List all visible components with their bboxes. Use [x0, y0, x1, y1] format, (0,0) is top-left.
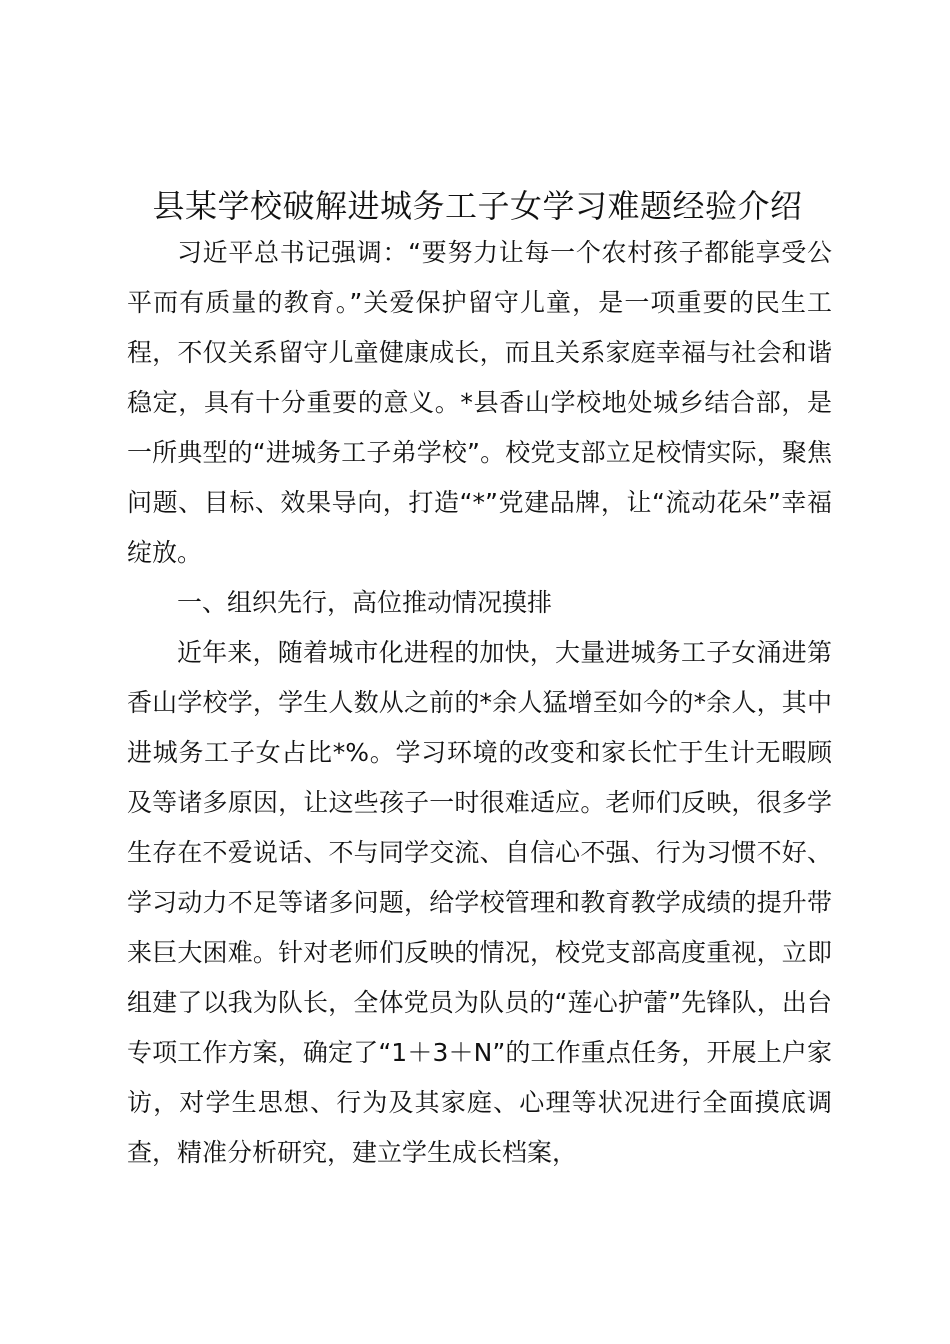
document-body — [127, 228, 832, 1178]
intro-paragraph: 习近平总书记强调：“要努力让每一个农村孩子都能享受公平而有质量的教育。”关爱保护留守儿童，是一项重要的民生工程，不仅关系留守儿童健康成长，而且关系家庭幸福与社会和谐稳定，具有十分重要的意义。*县香山学校地处城乡结合部，是一所典型的“进城务工子弟学校”。校党支部立足校情实际，聚焦问题、目标、效果导向，打造“*”党建品牌，让“流动花朵”幸福绽放。 — [127, 238, 832, 567]
section-paragraph: 近年来，随着城市化进程的加快，大量进城务工子女涌进第香山学校学，学生人数从之前的*余人猛增至如今的*余人，其中进城务工子女占比*%。学习环境的改变和家长忙于生计无暇顾及等诸多原因，让这些孩子一时很难适应。老师们反映，很多学生存在不爱说话、不与同学交流、自信心不强、行为习惯不好、学习动力不足等诸多问题，给学校管理和教育教学成绩的提升带来巨大困难。针对老师们反映的情况，校党支部高度重视，立即组建了以我为队长，全体党员为队员的“莲心护蕾”先锋队，出台专项工作方案，确定了“1＋3＋N”的工作重点任务，开展上户家访，对学生思想、行为及其家庭、心理等状况进行全面摸底调查，精准分析研究，建立学生成长档案， — [127, 638, 832, 1167]
document-title: 县某学校破解进城务工子女学习难题经验介绍 — [152, 187, 803, 225]
section-heading: 一、组织先行，高位推动情况摸排 — [177, 588, 553, 617]
